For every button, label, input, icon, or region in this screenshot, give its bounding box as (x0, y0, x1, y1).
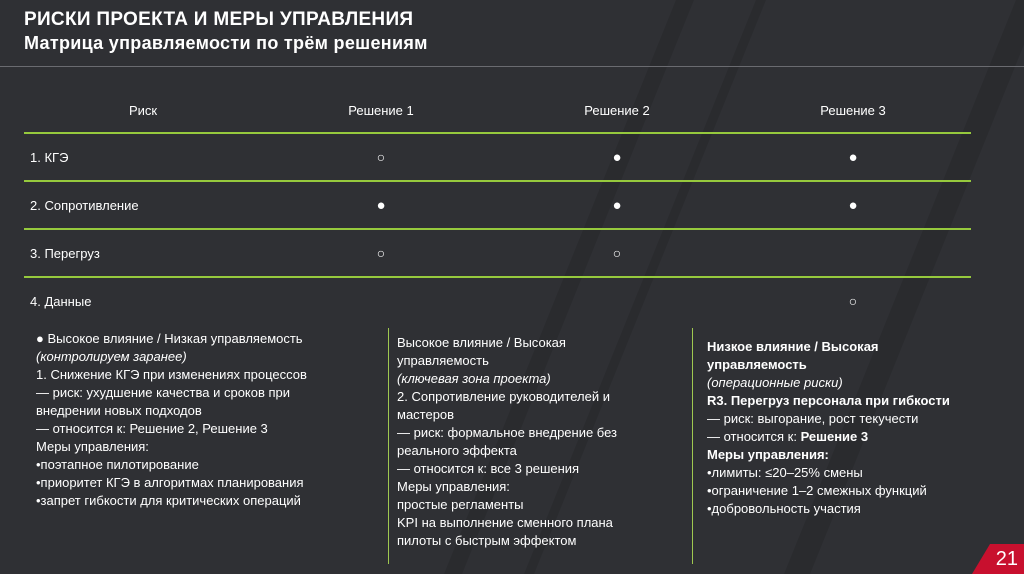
note-text: Меры управления: (397, 479, 510, 494)
filled-circle-icon: ● (376, 196, 386, 214)
impact-cell (263, 229, 499, 277)
note-text (707, 428, 1007, 446)
note-text: •добровольность участия (707, 501, 861, 516)
risk-label: 1. КГЭ (24, 133, 263, 181)
impact-cell (263, 133, 499, 181)
note-subheading: (ключевая зона проекта) (397, 371, 551, 386)
note-text: мастеров (397, 407, 455, 422)
note-text-prefix: — относится к: (707, 429, 801, 444)
hollow-circle-icon: ○ (376, 245, 386, 261)
note-subheading: (операционные риски) (707, 375, 843, 390)
note-text: 1. Снижение КГЭ при изменениях процессов (36, 367, 307, 382)
hollow-circle-icon: ○ (612, 245, 622, 261)
impact-cell (499, 277, 735, 324)
column-divider (692, 328, 693, 564)
note-text: KPI на выполнение сменного плана (397, 515, 613, 530)
note-text: •приоритет КГЭ в алгоритмах планирования (36, 475, 304, 490)
impact-cell (263, 181, 499, 229)
note-heading: Низкое влияние / Высокая (707, 339, 879, 354)
hollow-circle-icon: ○ (848, 293, 858, 309)
impact-cell (499, 181, 735, 229)
note-heading: ● Высокое влияние / Низкая управляемость (36, 331, 303, 346)
header-solution-1: Решение 1 (263, 88, 499, 133)
note-text: — риск: ухудшение качества и сроков при (36, 385, 291, 400)
note-text: •поэтапное пилотирование (36, 457, 199, 472)
column-divider (388, 328, 389, 564)
header-solution-3: Решение 3 (735, 88, 971, 133)
table-row (24, 133, 971, 181)
filled-circle-icon: ● (848, 196, 858, 214)
note-text: пилоты с быстрым эффектом (397, 533, 577, 548)
note-risk-title: R3. Перегруз персонала при гибкости (707, 393, 950, 408)
filled-circle-icon: ● (612, 196, 622, 214)
slide-subtitle: Матрица управляемости по трём решениям (24, 33, 428, 53)
header-solution-2: Решение 2 (499, 88, 735, 133)
impact-cell (735, 277, 971, 324)
table-header-row (24, 88, 971, 133)
note-text: простые регламенты (397, 497, 524, 512)
slide-header (24, 8, 428, 55)
note-text: — относится к: все 3 решения (397, 461, 580, 476)
note-high-impact-high-control (397, 334, 682, 550)
impact-cell (735, 181, 971, 229)
note-text: — риск: выгорание, рост текучести (707, 411, 919, 426)
note-text: — риск: формальное внедрение без (397, 425, 618, 440)
impact-cell (499, 133, 735, 181)
note-text: •лимиты: ≤20–25% смены (707, 465, 863, 480)
note-text: — относится к: Решение 2, Решение 3 (36, 421, 268, 436)
risk-matrix-table (24, 88, 971, 324)
impact-cell (263, 277, 499, 324)
table-row (24, 229, 971, 277)
table-row (24, 181, 971, 229)
filled-circle-icon: ● (612, 148, 622, 166)
note-high-impact-low-control (36, 330, 381, 510)
impact-cell (499, 229, 735, 277)
header-divider (0, 66, 1024, 67)
note-text: реального эффекта (397, 443, 517, 458)
note-heading: Высокое влияние / Высокая (397, 335, 566, 350)
risk-label: 2. Сопротивление (24, 181, 263, 229)
header-risk: Риск (24, 88, 263, 133)
table-row (24, 277, 971, 324)
note-measures-heading: Меры управления: (707, 447, 829, 462)
note-text: Меры управления: (36, 439, 149, 454)
note-text: 2. Сопротивление руководителей и (397, 389, 610, 404)
note-text-emphasis: Решение 3 (800, 429, 869, 444)
note-low-impact-high-control (707, 338, 1007, 518)
hollow-circle-icon: ○ (376, 149, 386, 165)
note-text: внедрении новых подходов (36, 403, 202, 418)
impact-cell (735, 133, 971, 181)
note-heading: управляемость (707, 357, 807, 372)
note-text: •ограничение 1–2 смежных функций (707, 483, 927, 498)
note-text: •запрет гибкости для критических операций (36, 493, 301, 508)
slide-title: РИСКИ ПРОЕКТА И МЕРЫ УПРАВЛЕНИЯ (24, 9, 414, 30)
note-heading: управляемость (397, 353, 489, 368)
page-number: 21 (995, 548, 1018, 570)
note-subheading: (контролируем заранее) (36, 349, 187, 364)
filled-circle-icon: ● (848, 148, 858, 166)
risk-label: 4. Данные (30, 293, 92, 309)
impact-cell (735, 229, 971, 277)
risk-label: 3. Перегруз (24, 229, 263, 277)
